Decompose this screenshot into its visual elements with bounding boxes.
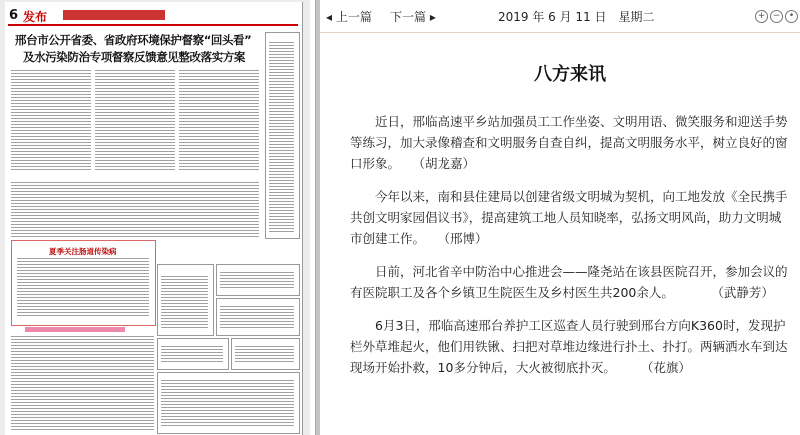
issue-date: 2019 年 6 月 11 日 星期二 — [498, 10, 655, 24]
zoom-in-icon[interactable]: + — [755, 10, 768, 23]
notice-text — [235, 346, 294, 364]
newspaper-headline-2[interactable]: 及水污染防治专项督察反馈意见整改落实方案 — [23, 50, 245, 64]
article-paragraph: 今年以来，南和县住建局以创建省级文明城为契机，向工地发放《全民携手共创文明家园倡议书》，提高建筑工地人员知晓率，弘扬文明风尚，助力文明城市创建工作。 （邢博） — [350, 189, 788, 246]
health-text — [17, 258, 149, 318]
prev-article-link[interactable]: ◂ 上一篇 — [326, 10, 372, 24]
zoom-out-icon[interactable]: − — [770, 10, 783, 23]
article-body — [350, 60, 790, 390]
page-number: 6 — [9, 8, 19, 23]
notice-text — [161, 346, 223, 364]
page-column: 发布 — [23, 10, 48, 24]
article-paragraph: 日前，河北省辛中防治中心推进会——隆尧站在该县医院召开，参加会议的有医院职工及各个乡镇卫生院医生及乡村医生共200余人。 （武静芳） — [350, 264, 788, 300]
lower-text — [11, 336, 154, 432]
text-column — [11, 182, 259, 237]
article-toolbar — [320, 0, 800, 33]
health-title: 夏季关注肠道传染病 — [49, 247, 117, 256]
index-lines — [269, 42, 294, 232]
masthead-rule — [8, 24, 298, 26]
notice-text — [161, 380, 294, 428]
notice-text — [220, 272, 294, 290]
text-column — [179, 70, 259, 170]
text-column — [95, 70, 175, 170]
reset-zoom-icon[interactable]: • — [785, 10, 798, 23]
newspaper-headline-1[interactable]: 邢台市公开省委、省政府环境保护督察“回头看” — [15, 33, 252, 47]
pink-bar — [25, 327, 125, 332]
text-column — [11, 70, 91, 170]
notice-text — [161, 276, 208, 330]
notice-text — [220, 306, 294, 330]
article-panel — [320, 0, 800, 435]
banner-bar — [63, 10, 165, 20]
article-paragraph: 6月3日，邢临高速邢台养护工区巡查人员行驶到邢台方向K360时，发现护栏外草堆起火，他们用铁锹、扫把对草堆边缘进行扑土、扑打。两辆洒水车到达现场开始扑救，10多分钟后，大火被彻底扑灭。 （花旗） — [350, 318, 788, 375]
newspaper-page-thumbnail[interactable] — [5, 2, 303, 435]
next-article-link[interactable]: 下一篇 ▸ — [390, 10, 436, 24]
newspaper-panel — [0, 0, 310, 435]
article-title: 八方来讯 — [534, 64, 606, 85]
article-paragraph: 近日，邢临高速平乡站加强员工工作坐姿、文明用语、微笑服务和迎送手势等练习，加大录像稽查和文明服务自查自纠，提高文明服务水平，树立良好的窗口形象。 （胡龙嘉） — [350, 114, 788, 171]
